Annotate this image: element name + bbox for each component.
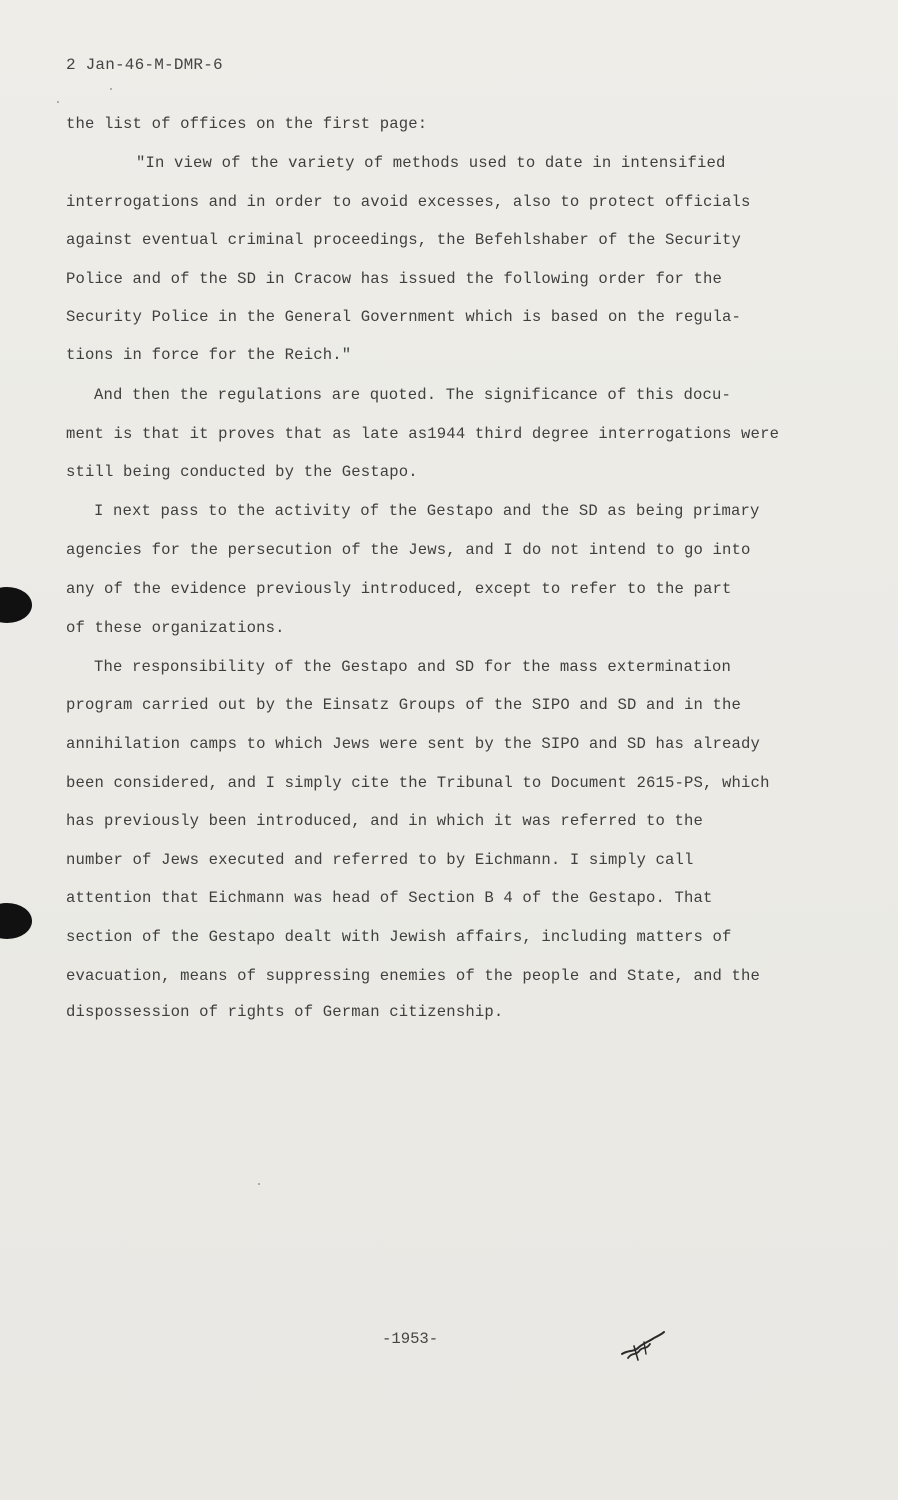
handwritten-initials-icon (618, 1328, 666, 1364)
body-line: been considered, and I simply cite the Tribunal to Document 2615-PS, which (66, 774, 770, 792)
body-line: dispossession of rights of German citizenship. (66, 1003, 504, 1021)
body-line: annihilation camps to which Jews were sent by the SIPO and SD has already (66, 735, 761, 753)
body-line: And then the regulations are quoted. The significance of this docu- (94, 386, 732, 404)
paper-speck (57, 101, 59, 103)
paper-speck (258, 1183, 260, 1185)
body-line: has previously been introduced, and in which it was referred to the (66, 812, 704, 830)
body-line: any of the evidence previously introduced, except to refer to the part (66, 580, 732, 598)
body-line: ment is that it proves that as late as1944 third degree interrogations were (66, 425, 780, 443)
body-line: attention that Eichmann was head of Section B 4 of the Gestapo. That (66, 889, 713, 907)
body-line: evacuation, means of suppressing enemies of the people and State, and the (66, 967, 761, 985)
body-line: against eventual criminal proceedings, the Befehlshaber of the Security (66, 231, 742, 249)
body-line: tions in force for the Reich." (66, 346, 352, 364)
document-header: 2 Jan-46-M-DMR-6 (66, 56, 223, 74)
body-line: agencies for the persecution of the Jews, and I do not intend to go into (66, 541, 751, 559)
body-line: interrogations and in order to avoid excesses, also to protect officials (66, 193, 751, 211)
body-line: Security Police in the General Government which is based on the regula- (66, 308, 742, 326)
body-line: number of Jews executed and referred to by Eichmann. I simply call (66, 851, 694, 869)
body-line: program carried out by the Einsatz Groups of the SIPO and SD and in the (66, 696, 742, 714)
body-line: I next pass to the activity of the Gestapo and the SD as being primary (94, 502, 760, 520)
body-line: section of the Gestapo dealt with Jewish affairs, including matters of (66, 928, 732, 946)
body-line: "In view of the variety of methods used to date in intensified (136, 154, 726, 172)
body-line: The responsibility of the Gestapo and SD for the mass extermination (94, 658, 732, 676)
body-line: of these organizations. (66, 619, 285, 637)
paper-speck (110, 88, 112, 90)
body-line: still being conducted by the Gestapo. (66, 463, 418, 481)
punch-hole (0, 587, 32, 623)
body-line: Police and of the SD in Cracow has issued the following order for the (66, 270, 723, 288)
punch-hole (0, 903, 32, 939)
body-line: the list of offices on the first page: (66, 115, 428, 133)
page-number: -1953- (382, 1330, 439, 1348)
